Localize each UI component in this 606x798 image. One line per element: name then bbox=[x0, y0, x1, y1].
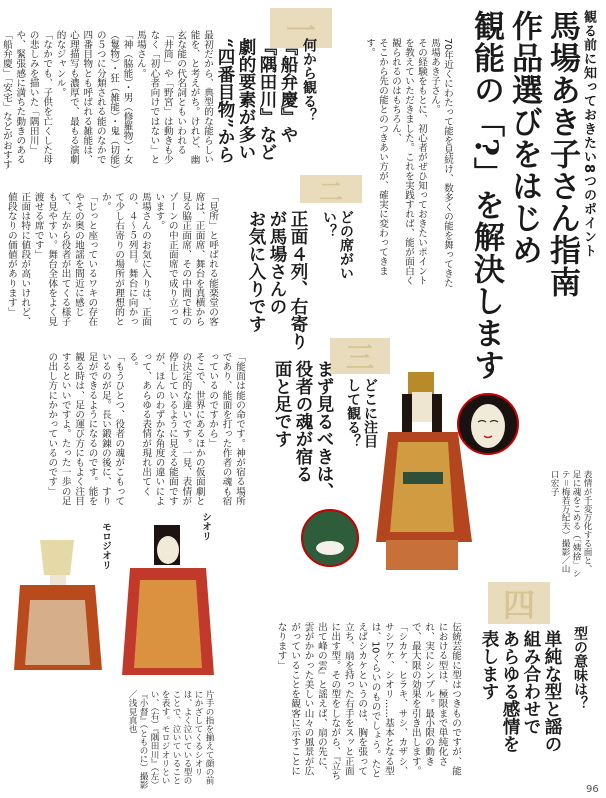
section-4-question: 型の意味は？ bbox=[572, 626, 588, 710]
section-4-body: 伝統芸能に型はつきものですが、能における型は、極限まで単純化され、実にシンプル。最小限の動きで、最大限の効果を引き出します。 「シカケ、ヒラキ、サシ、カザシ、サシワケ、シオリ……基本となる型は、10くらいのものでしょう。たとえばシカケというのは、胸を張って立ち、扇を持った右手をスッと正面に出す型。その型をしながら、『立ち出て峰の雲』と謡えば、扇の先に、雲がかかった美しい山々の風景が広がっていることを観客に示すことになります」 bbox=[275, 622, 461, 781]
pair-photo-caption: 片手の指を揃えて顔の前にかざしてくるシオリは、よく泣いている型のことで、泣いていることを表す。モロジオリといい、（右）『隅田川』（左）『小督』（とものに）撮影／浅見真也 bbox=[127, 690, 214, 789]
morojiori-actor-photo bbox=[10, 530, 105, 675]
title-line-2: 作品選びをはじめ bbox=[506, 10, 542, 266]
morojiori-label: モロジオリ bbox=[100, 522, 111, 570]
section-3-question: どこに注目して観る？ bbox=[345, 378, 378, 448]
shiori-label: シオリ bbox=[200, 512, 211, 541]
section-2-answer: 正面４列、右寄り が馬場さんの お気に入りです bbox=[246, 210, 308, 350]
title-line-3: 観能の「?」を解決します bbox=[468, 10, 504, 382]
kicker: 観る前に知っておきたい8つのポイント bbox=[581, 10, 596, 259]
section-1-body: 最初だから、典型的な能らしい能を、と考えがち。けれど、幽玄な能の代名詞ともいわれる「井筒」や「野宮」は動きも少なく「初心者向けではない」と馬場さん。 「神（脇能）・男（修羅物）・女（鬘物）・狂（雑能）・鬼（切能）の５つに分類される能のなかで四番目物とも呼ばれる雑能は、心理描写も濃厚で、最もる演劇的なジャンル。 「なかでも、子供を亡くした母の悲しみを描いた「隅田川」や、緊張感に満ちた動きのある「船弁慶」「安宅」などがおすす bbox=[0, 30, 213, 170]
section-3-body: 「能面は能の命です。神が宿る場所であり、能面を打った作者の魂も宿っているのですから」 そこで、世界にあるほかの仮面劇との決定的な違いです。一見、表情が停止しているように見える能面ですが、ほんのわずかな角度の違いによって、あらゆる表情が現れ出てくる。 「もうひとつ、役者の魂がこもっているのが足。長い鍛錬の後に、すり足ができるようになるのです。能を観る時は、足の運び方にもよく注目するといいですよ。たった一歩の足の出し方にかかっているのです」 bbox=[46, 352, 245, 506]
section-1-question: 何から観る？ bbox=[301, 38, 317, 122]
mask-closeup-photo bbox=[456, 392, 520, 456]
section-2-body: 「見所」と呼ばれる能楽堂の客席は、正面席、舞台を真横から見る脇正面席、その中間で柱のゾーンの中正面席で成り立っています。 馬場さんのお気に入りは、正面の、４〜５列目。舞台に向かって少し右寄りの場所が理想的とか。 「じっと座っているワキの存在やその奥の地謡を間近に感じて、左から役者が出てくる様子も見やすい。舞台全体をよく見渡せる席です」 正面は特に値段が高いけれど、値段なりの価値があります」 bbox=[5, 192, 218, 327]
section-3-answer: まず見るべきは、 役者の魂が宿る 面と足です bbox=[272, 360, 334, 500]
mask-photo-caption: 表情が千変万化する面と、足に魂をこめる（「姨捨」シテ＝梅若万紀夫）撮影／山口宏子 bbox=[549, 470, 592, 578]
page-number: 96 bbox=[586, 784, 599, 795]
section-number-3: 三 bbox=[330, 338, 390, 374]
section-2-question: どの席がいい？ bbox=[321, 210, 354, 280]
section-number-2: 二 bbox=[300, 175, 362, 203]
section-number-4: 四 bbox=[488, 582, 550, 624]
section-4-answer: 単純な型と謡の 組み合わせで あらゆる感情を 表します bbox=[479, 630, 562, 753]
foot-closeup-photo bbox=[300, 508, 360, 568]
section-1-answer: 『船弁慶』や 『隅田川』など 劇的要素が多い “四番目物”から bbox=[215, 38, 298, 164]
title-line-1: 馬場あき子さん指南 bbox=[544, 10, 580, 298]
lead-paragraph: 70年近くにわたって能を見続け、数多くの能を舞ってきた馬場あき子さん。 その経験をもとに、初心者がぜひ知っておきたいポイントを教えていただきました。これを実践すれば、能が面白く観られるのはもちろん、 そこから先の能とのつきあい方が、確実に変わってきます。 bbox=[364, 38, 453, 288]
section-number-1: 一 bbox=[270, 8, 332, 48]
